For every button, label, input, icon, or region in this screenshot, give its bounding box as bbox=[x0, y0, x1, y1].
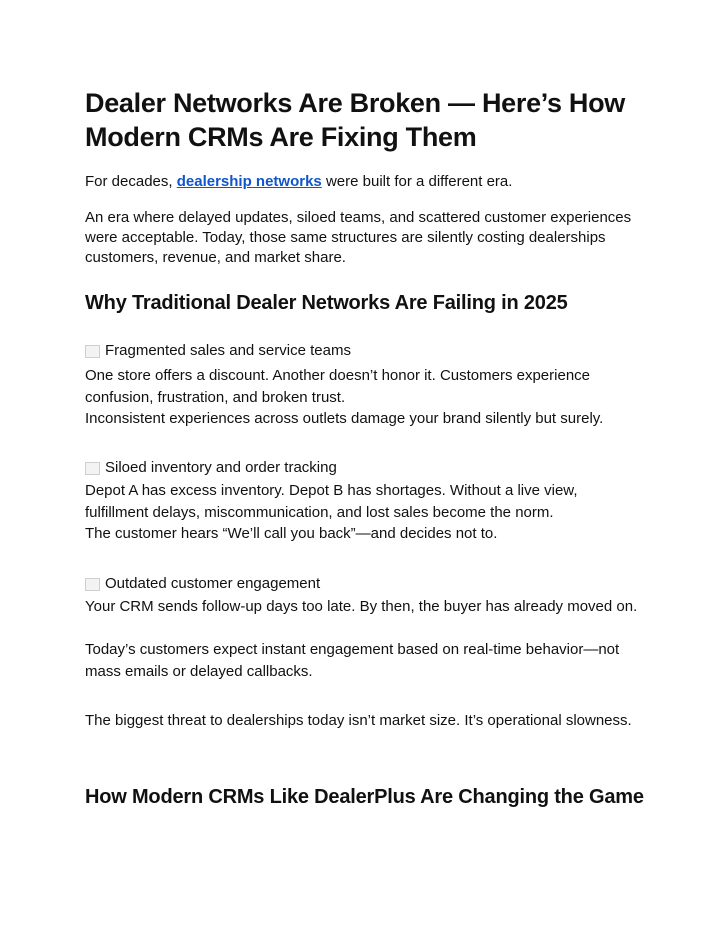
list-item-title-text: Fragmented sales and service teams bbox=[105, 342, 351, 359]
list-item-title bbox=[85, 574, 640, 594]
list-item-title-text: Siloed inventory and order tracking bbox=[105, 459, 337, 476]
context-paragraph: An era where delayed updates, siloed teams, and scattered customer experiences were acceptable. Today, those same structures are silently costing dealerships customers, revenue, and market share. bbox=[85, 209, 632, 266]
intro-text-before: For decades, bbox=[85, 173, 177, 190]
dealership-networks-link[interactable]: dealership networks bbox=[176, 173, 322, 190]
checkbox-icon bbox=[85, 462, 100, 475]
section-heading-modern-crms: How Modern CRMs Like DealerPlus Are Changing the Game bbox=[85, 786, 644, 808]
list-item-title bbox=[85, 458, 640, 478]
list-item-body: Inconsistent experiences across outlets damage your brand silently but surely. bbox=[85, 410, 604, 427]
list-item-body: One store offers a discount. Another doesn’t honor it. Customers experience confusion, frustration, and broken trust. bbox=[85, 367, 591, 406]
list-item-title bbox=[85, 341, 640, 361]
intro-paragraph bbox=[85, 172, 640, 192]
section-heading-failing: Why Traditional Dealer Networks Are Failing in 2025 bbox=[85, 292, 568, 314]
checkbox-icon bbox=[85, 345, 100, 358]
list-item-body: Depot A has excess inventory. Depot B has shortages. Without a live view, fulfillment delays, miscommunication, and lost sales become the norm. bbox=[85, 482, 578, 521]
page-title: Dealer Networks Are Broken — Here’s How Modern CRMs Are Fixing Them bbox=[85, 88, 625, 152]
list-item-body: Your CRM sends follow-up days too late. By then, the buyer has already moved on. bbox=[85, 598, 638, 615]
list-item-body: Today’s customers expect instant engagement based on real-time behavior—not mass emails or delayed callbacks. bbox=[85, 641, 620, 680]
list-item-body: The customer hears “We’ll call you back”—and decides not to. bbox=[85, 525, 498, 542]
intro-text-after: were built for a different era. bbox=[321, 173, 513, 190]
list-item-title-text: Outdated customer engagement bbox=[105, 575, 321, 592]
checkbox-icon bbox=[85, 578, 100, 591]
closing-paragraph: The biggest threat to dealerships today isn’t market size. It’s operational slowness. bbox=[85, 712, 632, 729]
